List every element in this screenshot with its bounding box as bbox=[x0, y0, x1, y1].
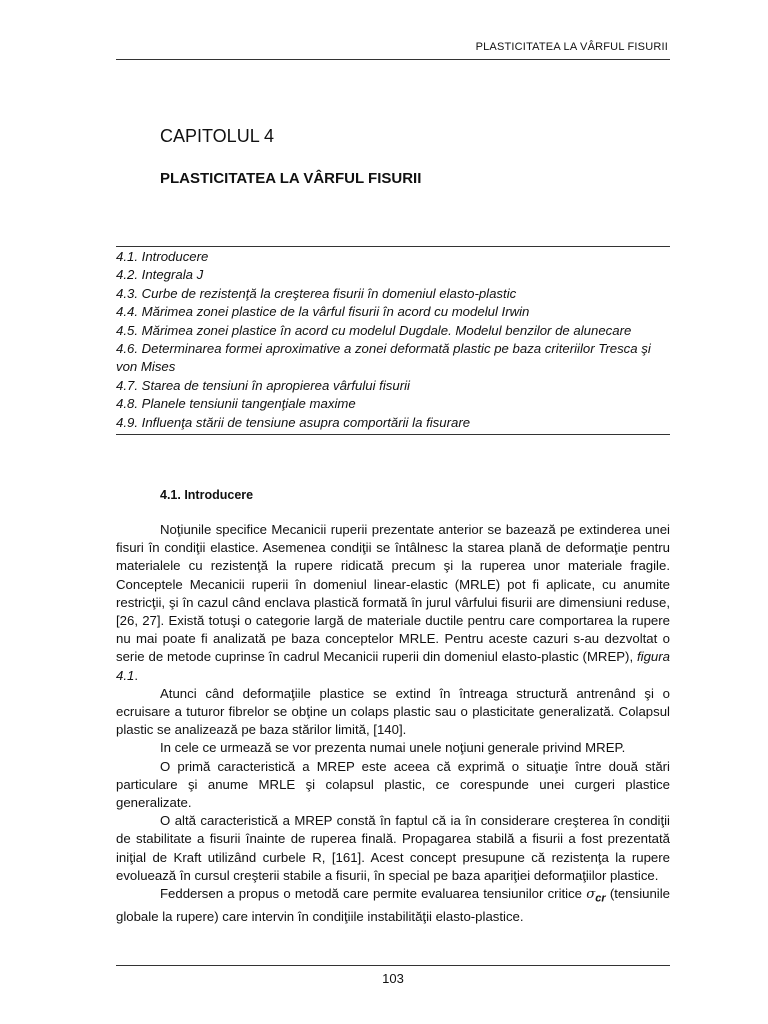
figure-reference: figura 4.1 bbox=[116, 649, 670, 683]
paragraph bbox=[116, 521, 670, 685]
figure-ref-punct: . bbox=[134, 667, 139, 683]
table-of-contents bbox=[116, 246, 670, 435]
sigma-symbol: σ bbox=[586, 887, 596, 903]
paragraph bbox=[116, 885, 670, 926]
toc-item: 4.1. Introducere bbox=[116, 249, 209, 264]
header-rule bbox=[116, 59, 670, 60]
toc-item: 4.9. Influenţa stării de tensiune asupra comportării la fisurare bbox=[116, 414, 471, 430]
toc-item: 4.6. Determinarea formei aproximative a zonei deformată plastic pe baza criteriilor Tresca şi von Mises bbox=[116, 341, 651, 375]
paragraph: Atunci când deformaţiile plastice se extind în întreaga structură antrenând şi o ecruisare a tuturor fibrelor se obţine un colaps plastic sau o plasticitate generalizată. Colapsul plastic se analizează pe baza stărilor limită, [140]. bbox=[116, 685, 670, 738]
paragraph: In cele ce urmează se vor prezenta numai unele noţiuni generale privind MREP. bbox=[160, 740, 626, 756]
toc-item: 4.8. Planele tensiunii tangenţiale maxime bbox=[116, 396, 356, 412]
section-heading: 4.1. Introducere bbox=[160, 488, 254, 502]
paragraph: O altă caracteristică a MREP constă în faptul că ia în considerare creşterea în condiţii de stabilitate a fisurii înainte de ruperea finală. Propagarea stabilă a fisurii a fost prezentată iniţial de Kraft utilizând curbele R, [161]. Acest concept presupune că rezistenţa la rupere evoluează în cursul creşterii stabile a fisurii, în special pe baza apariţiei deformaţiilor plastice. bbox=[116, 813, 670, 883]
page-number: 103 bbox=[382, 971, 404, 986]
sigma-subscript: cr bbox=[595, 892, 606, 905]
running-header: PLASTICITATEA LA VÂRFUL FISURII bbox=[475, 41, 668, 53]
toc-item: 4.7. Starea de tensiuni în apropierea vârfului fisurii bbox=[116, 377, 410, 393]
paragraph: O primă caracteristică a MREP este aceea că exprimă o situaţie între două stări particulare şi anume MRLE şi colapsul plastic, ce corespunde unei curgeri plastice generalizate. bbox=[116, 758, 670, 811]
toc-item: 4.3. Curbe de rezistenţă la creşterea fisurii în domeniul elasto-plastic bbox=[116, 285, 517, 301]
toc-item: 4.4. Mărimea zonei plastice de la vârful fisurii în acord cu modelul Irwin bbox=[116, 304, 530, 320]
paragraph-text: Noţiunile specifice Mecanicii ruperii prezentate anterior se bazează pe extinderea unei fisuri în condiţii elastice. Asemenea condiţii se întâlnesc la starea plană de deformaţie pentru materialele cu rezistenţă la rupere ridicată precum şi la ruperea unor materiale fragile. Conceptele Mecanicii ruperii în domeniul linear-elastic (MRLE) pot fi aplicate, cu anumite restricţii, şi în cazul când enclava plastică formată în jurul vârfului fisurii are dimensiuni reduse, [26, 27]. Există totuşi o categorie largă de materiale ductile pentru care comportarea la rupere nu mai poate fi analizată pe baza conceptelor MRLE. Pentru aceste cazuri s-au dezvoltat o serie de metode cuprinse în cadrul Mecanicii ruperii din domeniul elasto-plastic (MREP), bbox=[116, 522, 670, 665]
toc-item: 4.5. Mărimea zonei plastice în acord cu modelul Dugdale. Modelul benzilor de alunecare bbox=[116, 322, 632, 338]
footer-rule bbox=[116, 965, 670, 966]
toc-item: 4.2. Integrala J bbox=[116, 267, 204, 283]
body-text bbox=[116, 521, 670, 926]
paragraph-text: Feddersen a propus o metodă care permite evaluarea tensiunilor critice bbox=[160, 886, 587, 902]
chapter-number: CAPITOLUL 4 bbox=[160, 126, 275, 146]
chapter-title: PLASTICITATEA LA VÂRFUL FISURII bbox=[160, 170, 422, 187]
paragraph-text: (tensiunile globale la rupere) care intervin în condiţiile instabilităţii elasto-plastice. bbox=[116, 886, 670, 924]
